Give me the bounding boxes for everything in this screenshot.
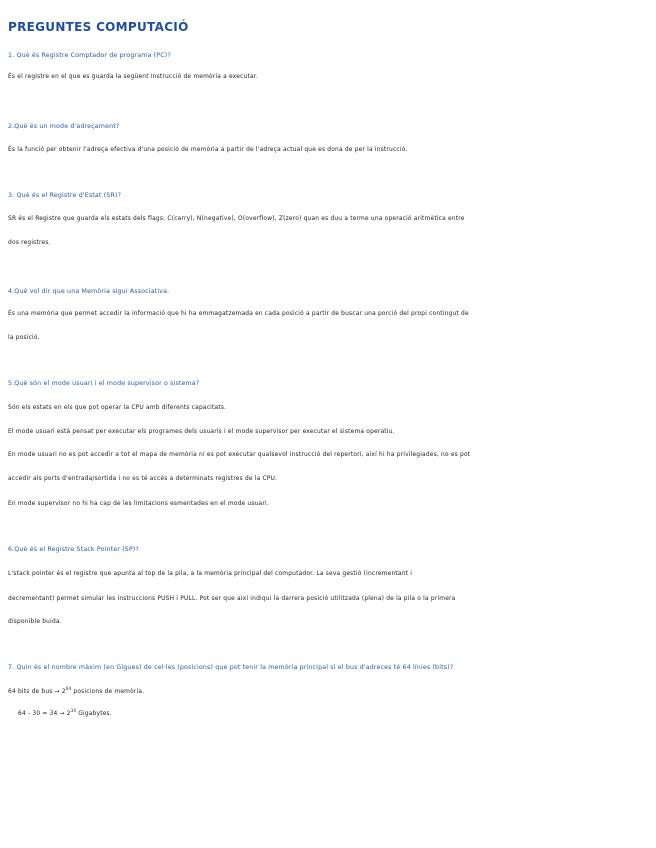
exponent-64: 64 <box>65 686 72 692</box>
exponent-34: 34 <box>70 708 77 714</box>
answer-4-line-2: la posició. <box>8 335 40 341</box>
answer-4-line-1: És una memòria que permet accedir la informació que hi ha emmagatzemada en cada posició a partir de buscar una porció del propi contingut de <box>8 311 469 317</box>
question-2: 2.Què és un mode d'adreçament? <box>8 123 120 130</box>
answer-7-line-2-pre: 64 - 30 = 34 → 2 <box>18 711 71 717</box>
answer-7-line-1-post: posicions de memòria. <box>71 689 145 695</box>
answer-5-line-1: Són els estats en els que pot operar la CPU amb diferents capacitats. <box>8 405 227 411</box>
answer-5-line-4: accedir als ports d'entrada/sortida i no es té accés a determinats registres de la CPU. <box>8 476 278 482</box>
answer-5-line-3: En mode usuari no es pot accedir a tot el mapa de memòria ni es pot executar qualsevol instrucció del repertori, així hi ha privilegiades, no es pot <box>8 452 471 458</box>
answer-3-line-1: SR és el Registre que guarda els estats dels flags: C(carry), N(negative), O(overflow), Z(zero) quan es duu a terme una operació aritmètica entre <box>8 216 465 222</box>
answer-3-line-2: dos registres. <box>8 240 51 246</box>
answer-2-line-1: És la funció per obtenir l'adreça efectiva d'una posició de memòria a partir de l'adreça actual que es dona de per la instrucció. <box>8 147 408 153</box>
answer-7-line-2-post: Gigabytes. <box>76 711 112 717</box>
question-5: 5.Què són el mode usuari i el mode supervisor o sistema? <box>8 380 200 387</box>
answer-5-line-2: El mode usuari està pensat per executar els programes dels usuaris i el mode supervisor per executar el sistema operatiu. <box>8 429 395 435</box>
answer-5-line-5: En mode supervisor no hi ha cap de les limitacions esmentades en el mode usuari. <box>8 501 269 507</box>
answer-7-line-1-pre: 64 bits de bus → 2 <box>8 689 66 695</box>
answer-6-line-2: decrementant) permet simular les instruccions PUSH i PULL. Pot ser que així indiqui la darrera posició utilitzada (plena) de la pila o la primera <box>8 596 456 602</box>
question-3: 3. Què és el Registre d'Estat (SR)? <box>8 192 122 199</box>
question-1: 1. Què és Registre Comptador de programa (PC)? <box>8 52 171 59</box>
question-7: 7. Quin és el nombre màxim (en Gigues) de cel·les (posicions) que pot tenir la memòria principal si el bus d'adreces té 64 línies (bits)? <box>8 664 454 671</box>
question-6: 6.Què és el Registre Stack Pointer (SP)? <box>8 546 139 553</box>
page-title: PREGUNTES COMPUTACIÓ <box>8 20 189 34</box>
answer-7-line-2 <box>18 708 112 717</box>
answer-7-line-1 <box>8 686 145 695</box>
answer-6-line-1: L'stack pointer és el registre que apunta al top de la pila, a la memòria principal del computador. La seva gestió (incrementant i <box>8 571 413 577</box>
answer-6-line-3: disponible buida. <box>8 619 62 625</box>
question-4: 4.Què vol dir que una Memòria sigui Associativa. <box>8 288 170 295</box>
answer-1-line-1: És el registre en el que es guarda la següent instrucció de memòria a executar. <box>8 74 258 80</box>
